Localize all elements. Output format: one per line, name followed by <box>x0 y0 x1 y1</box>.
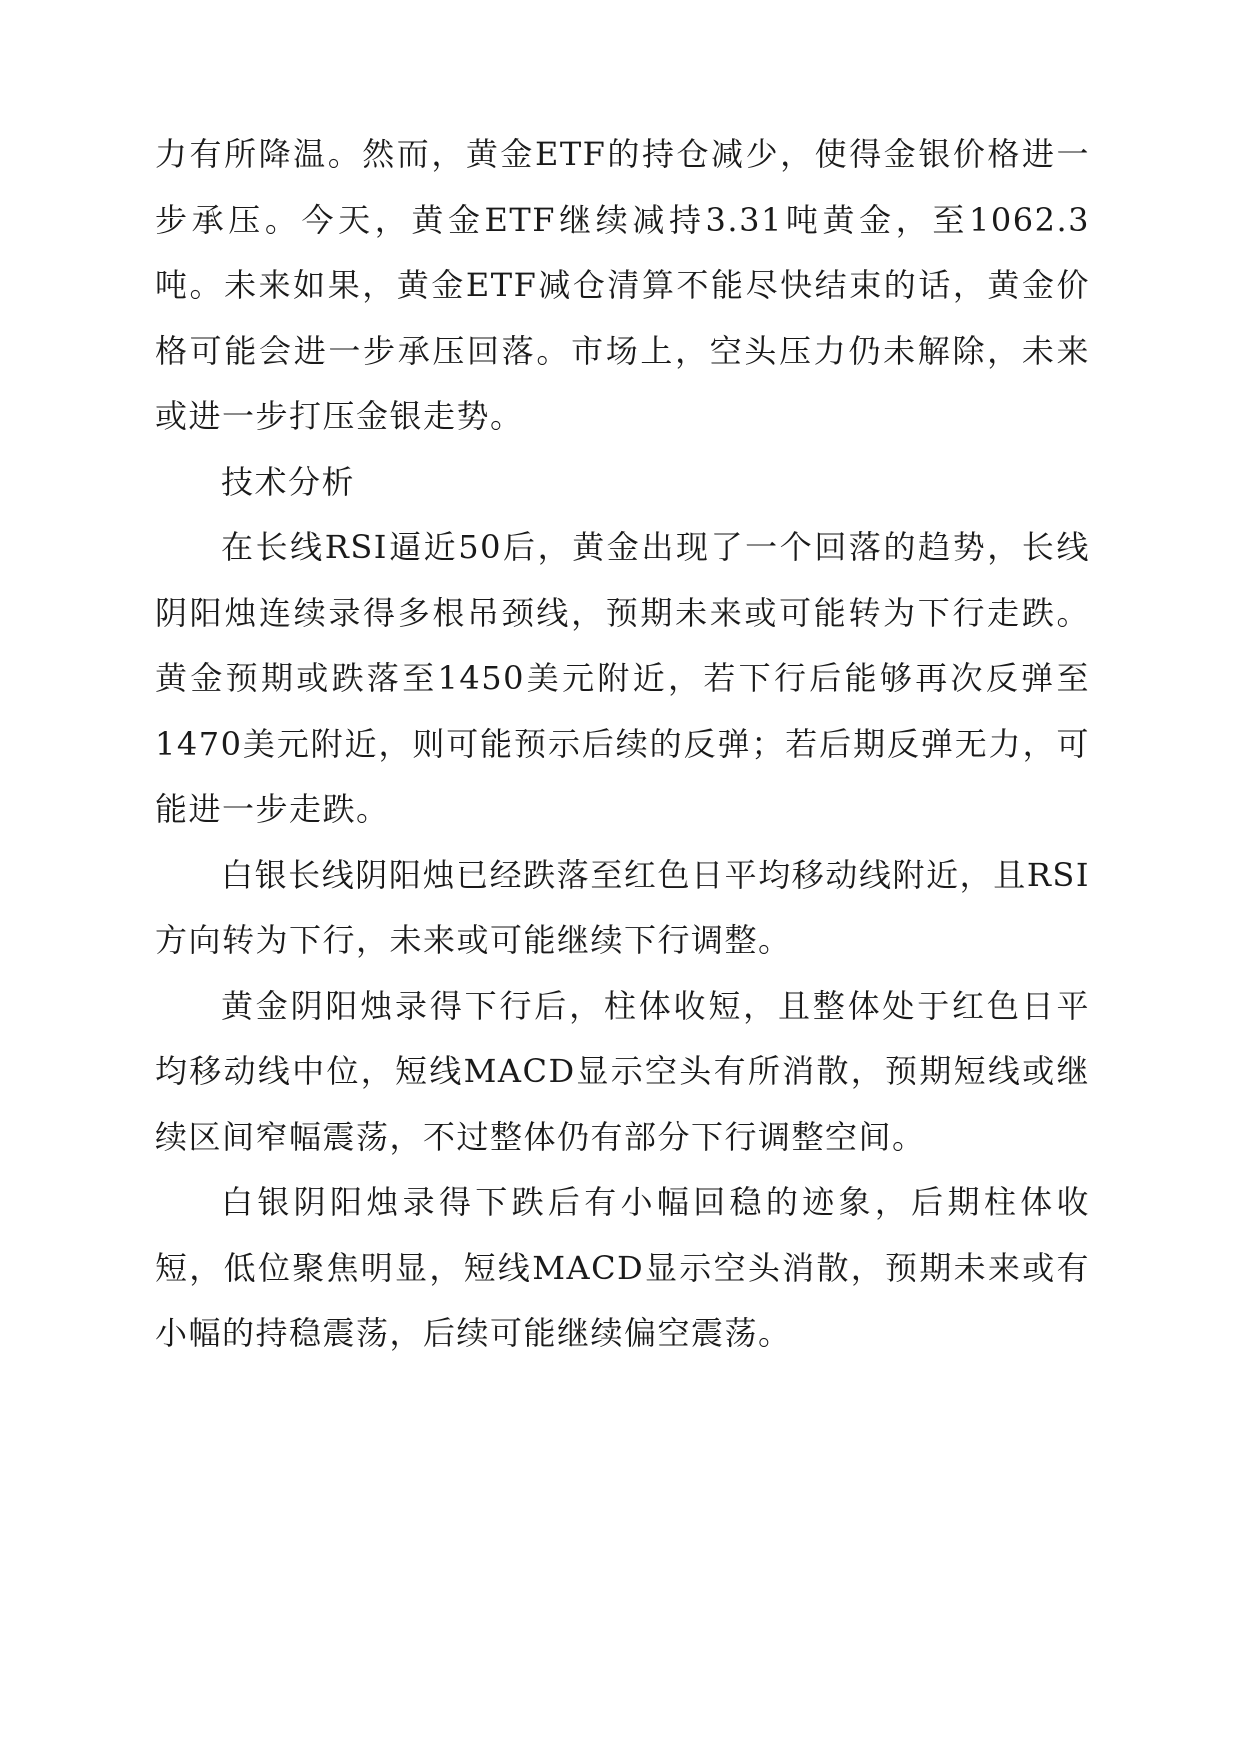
document-body <box>155 122 1090 1367</box>
paragraph-silver-short-term: 白银阴阳烛录得下跌后有小幅回稳的迹象，后期柱体收短，低位聚焦明显，短线MACD显示空头消散，预期未来或有小幅的持稳震荡，后续可能继续偏空震荡。 <box>155 1183 1090 1352</box>
paragraph-silver-long-term: 白银长线阴阳烛已经跌落至红色日平均移动线附近，且RSI方向转为下行，未来或可能继续下行调整。 <box>155 855 1090 959</box>
paragraph-gold-long-term: 在长线RSI逼近50后，黄金出现了一个回落的趋势，长线阴阳烛连续录得多根吊颈线，预期未来或可能转为下行走跌。黄金预期或跌落至1450美元附近，若下行后能够再次反弹至1470美元附近，则可能预示后续的反弹；若后期反弹无力，可能进一步走跌。 <box>155 528 1090 828</box>
section-heading-technical-analysis: 技术分析 <box>221 462 356 501</box>
paragraph-continuation: 力有所降温。然而，黄金ETF的持仓减少，使得金银价格进一步承压。今天，黄金ETF继续减持3.31吨黄金，至1062.3吨。未来如果，黄金ETF减仓清算不能尽快结束的话，黄金价格可能会进一步承压回落。市场上，空头压力仍未解除，未来或进一步打压金银走势。 <box>155 135 1090 435</box>
paragraph-gold-short-term: 黄金阴阳烛录得下行后，柱体收短，且整体处于红色日平均移动线中位，短线MACD显示空头有所消散，预期短线或继续区间窄幅震荡，不过整体仍有部分下行调整空间。 <box>155 986 1090 1156</box>
